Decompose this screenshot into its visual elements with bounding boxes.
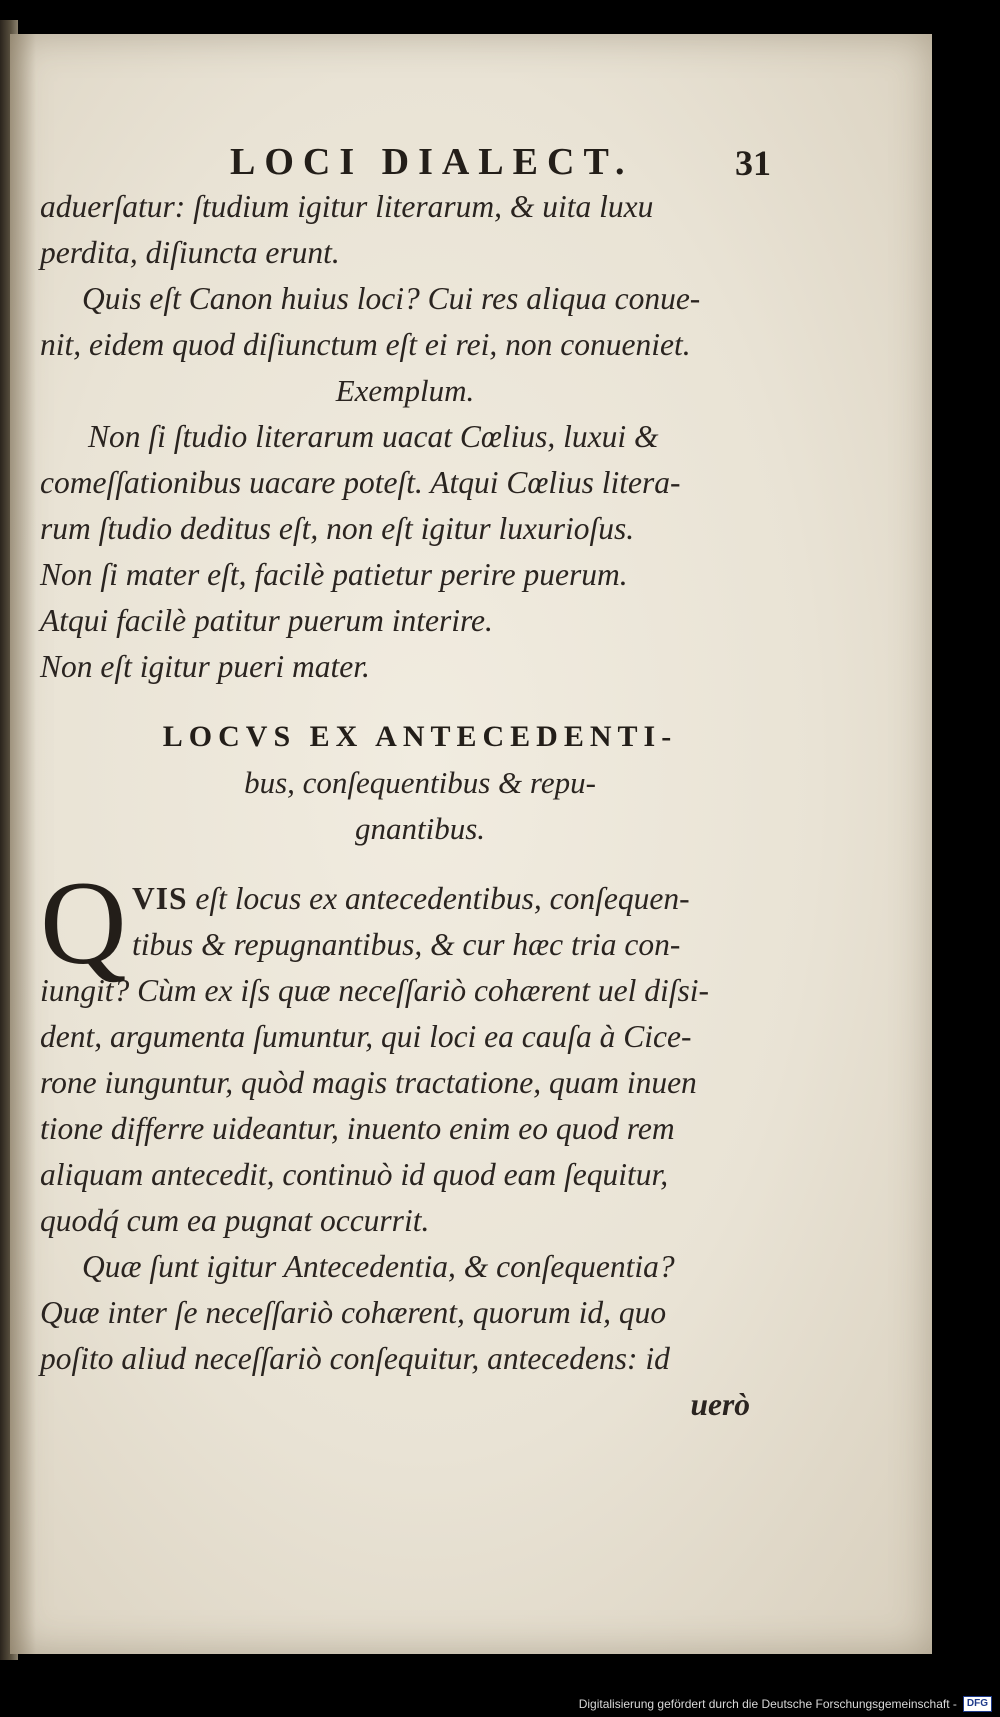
page-text [40, 120, 770, 1428]
drop-cap-initial: Q [40, 856, 127, 989]
text-line: rone iunguntur, quòd magis tractatione, quam inuen [40, 1065, 697, 1100]
scanned-page [10, 34, 932, 1654]
paragraph-3 [40, 856, 770, 1244]
paragraph-4 [40, 1244, 770, 1382]
text-line: comeſſationibus uacare poteſt. Atqui Cœlius litera- [40, 465, 681, 500]
section-heading-line: bus, conſequentibus & repu- [244, 765, 596, 800]
text-line: iungit? Cùm ex iſs quæ neceſſariò cohærent uel diſsi- [40, 973, 710, 1008]
text-line: Quæ inter ſe neceſſariò cohærent, quorum id, quo [40, 1295, 667, 1330]
page-number: 31 [735, 143, 771, 183]
first-line-rest: eſt locus ex antecedentibus, conſequen- [187, 881, 690, 916]
text-line: Quæ ſunt igitur Antecedentia, & conſequentia? [82, 1249, 675, 1284]
section-heading-line: gnantibus. [354, 811, 486, 846]
footer-credit: Digitalisierung gefördert durch die Deutsche Forschungsgemeinschaft - [578, 1696, 957, 1711]
text-line: Quis eſt Canon huius loci? Cui res aliqua conue- [82, 281, 701, 316]
exemplum-label: Exemplum. [335, 373, 475, 408]
text-line: aliquam antecedit, continuò id quod eam ſequitur, [40, 1157, 669, 1192]
digitization-footer [0, 1690, 1000, 1716]
text-line: dent, argumenta ſumuntur, qui loci ea cauſa à Cice- [40, 1019, 692, 1054]
running-head [40, 120, 770, 184]
text-line [40, 876, 770, 922]
text-line: perdita, diſiuncta erunt. [40, 235, 340, 270]
text-line: Non eſt igitur pueri mater. [40, 649, 370, 684]
example-block [40, 414, 770, 690]
paragraph-1 [40, 184, 770, 276]
paragraph-2 [40, 276, 770, 368]
text-line: Non ſi ſtudio literarum uacat Cœlius, luxui & [88, 419, 659, 454]
text-line: nit, eidem quod diſiunctum eſt ei rei, non conueniet. [40, 327, 691, 362]
running-head-title: LOCI DIALECT. [230, 141, 634, 183]
text-line: Non ſi mater eſt, facilè patietur perire puerum. [40, 557, 628, 592]
text-line: Atqui facilè patitur puerum interire. [40, 603, 493, 638]
text-line: poſito aliud neceſſariò conſequitur, antecedens: id [40, 1341, 670, 1376]
text-line: quodq́ cum ea pugnat occurrit. [40, 1203, 430, 1238]
dfg-logo-icon: DFG [963, 1696, 992, 1712]
first-word: VIS [132, 881, 188, 916]
text-line: tione differre uideantur, inuento enim eo quod rem [40, 1111, 675, 1146]
catchword: uerò [690, 1387, 750, 1422]
section-heading-line: LOCVS EX ANTECEDENTI- [162, 720, 678, 753]
text-line: tibus & repugnantibus, & cur hæc tria con- [132, 927, 681, 962]
section-heading [40, 714, 770, 852]
text-line: rum ſtudio deditus eſt, non eſt igitur luxurioſus. [40, 511, 635, 546]
text-line: aduerſatur: ſtudium igitur literarum, & uita luxu [40, 189, 654, 224]
